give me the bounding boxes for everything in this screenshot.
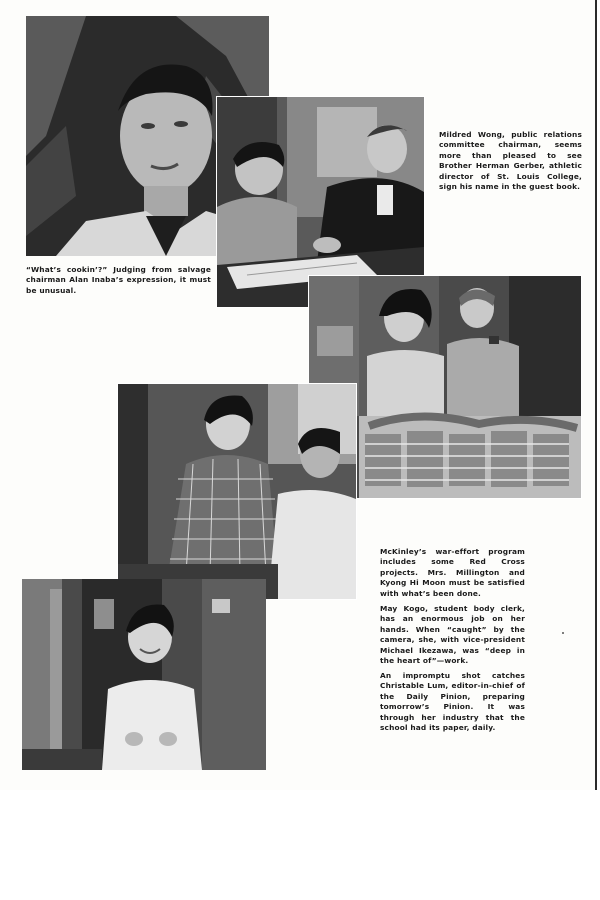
caption-mckinley: McKinley’s war-effort program includes some Red Cross projects. Mrs. Millington and Kyong Hi Moon must be satisfied with what’s been done. xyxy=(380,547,525,598)
photo-may-kogo xyxy=(117,383,357,600)
speck xyxy=(562,632,564,634)
caption-whats-cookin: “What’s cookin’?” Judging from salvage chairman Alan Inaba’s expression, it must be unusual. xyxy=(26,265,211,295)
caption-christable-lum: An impromptu shot catches Christable Lum, editor-in-chief of the Daily Pinion, preparing tomorrow’s Pinion. It was through her industry that the school had its paper, daily. xyxy=(380,671,525,733)
photo-christable-lum xyxy=(22,579,266,770)
caption-mildred-wong: Mildred Wong, public relations committee chairman, seems more than pleased to see Brother Herman Gerber, athletic director of St. Louis College, sign his name in the guest book. xyxy=(439,130,582,192)
caption-may-kogo: May Kogo, student body clerk, has an enormous job on her hands. When “caught” by the camera, she, with vice-president Michael Ikezawa, was “deep in the heart of”—work. xyxy=(380,604,525,666)
